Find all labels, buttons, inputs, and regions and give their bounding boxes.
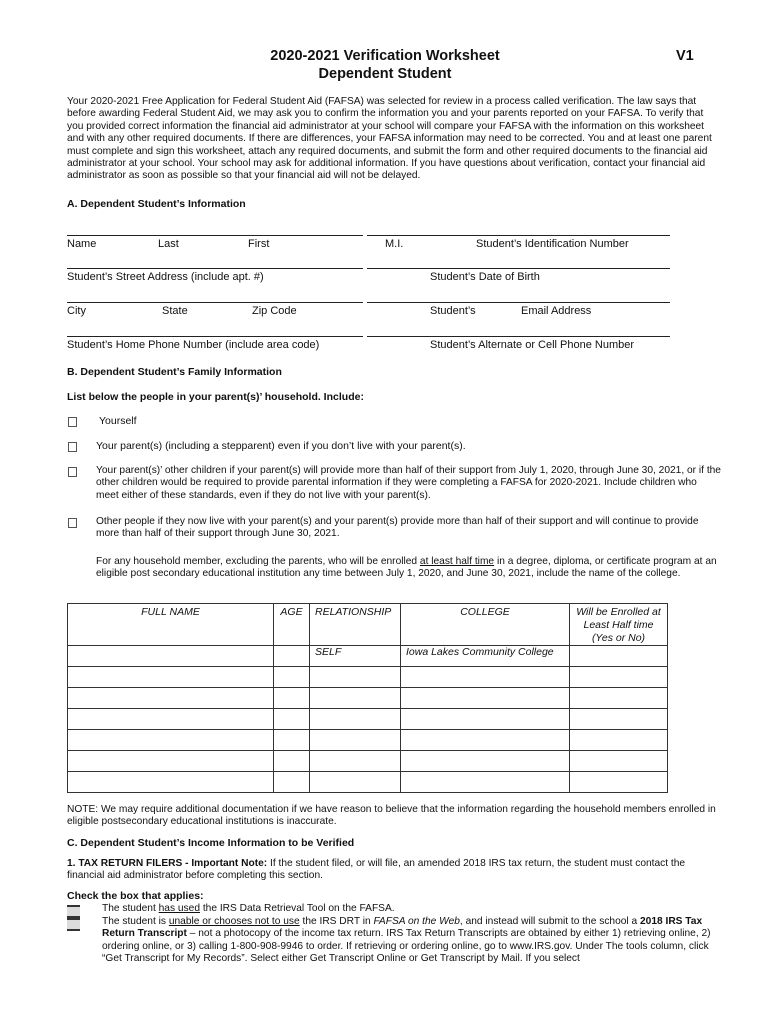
- checkbox-other-people[interactable]: [68, 518, 77, 528]
- item-other-people: Other people if they now live with your parent(s) and your parent(s) provide more than half of their support and will continue to provide more than half of their support through June 30, 2021.: [96, 516, 699, 540]
- name-label: Name: [67, 238, 97, 250]
- alt-phone-label: Student’s Alternate or Cell Phone Number: [430, 339, 635, 351]
- cell-college[interactable]: Iowa Lakes Community College: [401, 646, 570, 667]
- cell-full-name[interactable]: [68, 667, 274, 688]
- city-line[interactable]: [67, 302, 363, 303]
- tax-filers-note: 1. TAX RETURN FILERS - Important Note: If the student filed, or will file, an amended 2018 IRS tax return, the student must contact the financial aid administrator before completing this section.: [67, 858, 686, 882]
- cell-college[interactable]: [401, 709, 570, 730]
- checkbox-other-children[interactable]: [68, 467, 77, 477]
- version-label: V1: [676, 48, 694, 64]
- cell-enrolled[interactable]: [570, 772, 668, 793]
- cell-relationship[interactable]: [310, 772, 401, 793]
- alt-phone-line[interactable]: [367, 336, 670, 337]
- cell-college[interactable]: [401, 772, 570, 793]
- city-label: City: [67, 305, 86, 317]
- cell-relationship[interactable]: [310, 709, 401, 730]
- cell-enrolled[interactable]: [570, 646, 668, 667]
- half-time-emphasis: at least half time: [419, 556, 495, 567]
- cell-enrolled[interactable]: [570, 730, 668, 751]
- first-label: First: [248, 238, 270, 250]
- table-row: [68, 688, 668, 709]
- table-row: [68, 646, 668, 667]
- cell-age[interactable]: [274, 751, 310, 772]
- table-row: [68, 772, 668, 793]
- cell-age[interactable]: [274, 646, 310, 667]
- students-label: Student’s: [430, 305, 476, 317]
- cell-full-name[interactable]: [68, 688, 274, 709]
- cell-full-name[interactable]: [68, 709, 274, 730]
- header-relationship: RELATIONSHIP: [310, 604, 401, 646]
- cell-enrolled[interactable]: [570, 709, 668, 730]
- last-label: Last: [158, 238, 179, 250]
- email-label: Email Address: [521, 305, 592, 317]
- home-phone-line[interactable]: [67, 336, 363, 337]
- cell-age[interactable]: [274, 772, 310, 793]
- cell-age[interactable]: [274, 667, 310, 688]
- cell-college[interactable]: [401, 688, 570, 709]
- intro-paragraph: Your 2020-2021 Free Application for Federal Student Aid (FAFSA) was selected for review in a process called verification. The law says that before awarding Federal Student Aid, we may ask you to confirm the information you and your parents reported on your FAFSA. To verify that you provided correct information the financial aid administrator at your school will compare your FAFSA with the information on this worksheet and with any other required documents. If there are differences, your FAFSA information may need to be corrected. You and at least one parent must complete and sign this worksheet, attach any required documents, and submit the form and other required documents to the financial aid administrator at your school. Your school may ask for additional information. If you have questions about verification, contact your financial aid administrator as soon as possible so that your financial aid will not be delayed.: [67, 96, 712, 182]
- table-row: [68, 730, 668, 751]
- cell-college[interactable]: [401, 751, 570, 772]
- cell-relationship[interactable]: [310, 667, 401, 688]
- checkbox-tax-transcript[interactable]: [67, 918, 80, 931]
- cell-relationship[interactable]: [310, 751, 401, 772]
- student-id-label: Student’s Identification Number: [476, 238, 629, 250]
- cell-enrolled[interactable]: [570, 751, 668, 772]
- header-full-name: FULL NAME: [68, 604, 274, 646]
- cell-relationship[interactable]: [310, 730, 401, 751]
- item-parents: Your parent(s) (including a stepparent) even if you don’t live with your parent(s).: [96, 440, 466, 452]
- cell-enrolled[interactable]: [570, 688, 668, 709]
- table-row: [68, 709, 668, 730]
- checkbox-yourself[interactable]: [68, 417, 77, 427]
- cell-full-name[interactable]: [68, 730, 274, 751]
- household-list-intro: List below the people in your parent(s)’ household. Include:: [67, 391, 364, 403]
- cell-relationship[interactable]: [310, 688, 401, 709]
- check-box-heading: Check the box that applies:: [67, 890, 204, 902]
- page-title: 2020-2021 Verification Worksheet: [270, 48, 500, 64]
- address-line[interactable]: [67, 268, 363, 269]
- checkbox-used-drt[interactable]: [67, 905, 80, 918]
- section-c-heading: C. Dependent Student’s Income Information to be Verified: [67, 837, 355, 849]
- cell-enrolled[interactable]: [570, 667, 668, 688]
- table-row: [68, 667, 668, 688]
- header-college: COLLEGE: [401, 604, 570, 646]
- header-enrolled: Will be Enrolled at Least Half time (Yes or No): [570, 604, 668, 646]
- name-line[interactable]: [67, 235, 363, 236]
- dob-label: Student’s Date of Birth: [430, 271, 540, 283]
- checkbox-parents[interactable]: [68, 442, 77, 452]
- cell-age[interactable]: [274, 688, 310, 709]
- state-label: State: [162, 305, 188, 317]
- enrolled-instructions: For any household member, excluding the parents, who will be enrolled at least half time in a degree, diploma, or certificate program at an eligible post secondary educational institution any time between July 1, 2020, and June 30, 2021, include the name of the college.: [96, 556, 717, 580]
- id-line[interactable]: [367, 235, 670, 236]
- mi-label: M.I.: [385, 238, 404, 250]
- section-a-heading: A. Dependent Student’s Information: [67, 198, 246, 210]
- cell-full-name[interactable]: [68, 772, 274, 793]
- item-yourself: Yourself: [99, 415, 137, 427]
- cell-full-name[interactable]: [68, 646, 274, 667]
- cell-relationship[interactable]: SELF: [310, 646, 401, 667]
- zip-label: Zip Code: [252, 305, 297, 317]
- home-phone-label: Student’s Home Phone Number (include area code): [67, 339, 320, 351]
- household-table: [67, 603, 668, 793]
- option-tax-transcript: The student is unable or chooses not to use the IRS DRT in FAFSA on the Web, and instead will submit to the school a 2018 IRS Tax Return Transcript – not a photocopy of the income tax return. IRS Tax Return Transcripts are obtained by either 1) retrieving online, 2) ordering online, or 3) calling 1-800-908-9946 to order. If retrieving or ordering online, go to www.IRS.gov. Under The tools column, click “Get Transcript for My Records”. Select either Get Transcript Online or Get Transcript by Mail. If you select: [102, 916, 711, 965]
- cell-age[interactable]: [274, 730, 310, 751]
- table-header-row: [68, 604, 668, 646]
- dob-line[interactable]: [367, 268, 670, 269]
- email-line[interactable]: [367, 302, 670, 303]
- address-label: Student’s Street Address (include apt. #): [67, 271, 264, 283]
- cell-age[interactable]: [274, 709, 310, 730]
- cell-college[interactable]: [401, 667, 570, 688]
- cell-college[interactable]: [401, 730, 570, 751]
- page-subtitle: Dependent Student: [318, 66, 452, 82]
- section-b-heading: B. Dependent Student’s Family Information: [67, 366, 282, 378]
- item-other-children: Your parent(s)’ other children if your parent(s) will provide more than half of their support from July 1, 2020, through June 30, 2021, or if the other children would be required to provide parental information if they were completing a FAFSA for 2020-2021. Include children who meet either of these standards, even if they do not live with your parent(s).: [96, 465, 721, 501]
- header-age: AGE: [274, 604, 310, 646]
- option-used-drt: The student has used the IRS Data Retrieval Tool on the FAFSA.: [102, 903, 395, 914]
- cell-full-name[interactable]: [68, 751, 274, 772]
- household-note: NOTE: We may require additional documentation if we have reason to believe that the information regarding the household members enrolled in eligible postsecondary educational institutions is inaccurate.: [67, 804, 716, 828]
- table-row: [68, 751, 668, 772]
